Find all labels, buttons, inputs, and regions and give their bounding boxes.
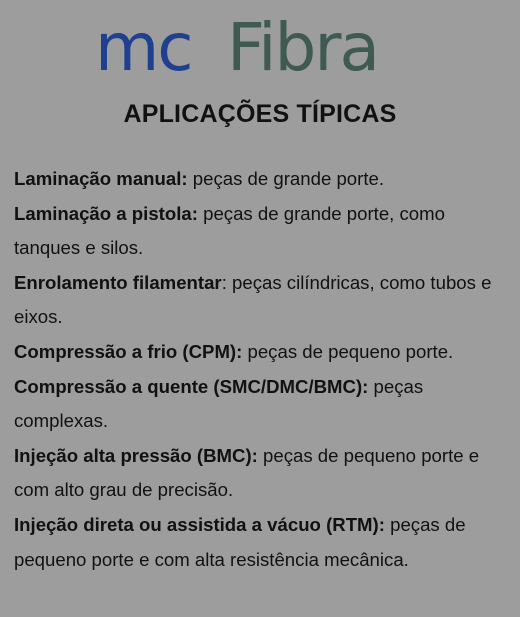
- item-description: peças de grande porte.: [187, 168, 384, 189]
- list-item: [14, 335, 514, 370]
- item-term: Compressão a quente (SMC/DMC/BMC):: [14, 375, 369, 397]
- item-term: Injeção direta ou assistida a vácuo (RTM):: [14, 513, 385, 535]
- item-description: peças de pequeno porte e com alto grau de precisão.: [14, 444, 480, 501]
- list-item: [14, 266, 514, 335]
- list-item: [14, 508, 514, 577]
- item-description: : peças cilíndricas, como tubos e eixos.: [14, 271, 492, 328]
- item-description: peças de pequeno porte e com alta resistência mecânica.: [14, 513, 466, 570]
- item-description: peças de pequeno porte.: [242, 340, 454, 362]
- item-term: Enrolamento filamentar: [14, 271, 222, 293]
- item-term: Compressão a frio (CPM):: [14, 340, 243, 362]
- list-item: [14, 439, 514, 508]
- list-item: [14, 162, 514, 197]
- item-term: Laminação manual:: [14, 168, 188, 189]
- item-description: peças complexas.: [14, 375, 424, 432]
- item-term: Laminação a pistola:: [14, 202, 198, 224]
- mcfibra-logo: [0, 14, 520, 84]
- logo-wordmark: [95, 14, 425, 84]
- applications-list: [14, 162, 514, 577]
- list-item: [14, 197, 514, 266]
- list-item: [14, 370, 514, 439]
- item-term: Injeção alta pressão (BMC):: [14, 444, 258, 466]
- page-title: APLICAÇÕES TÍPICAS: [123, 100, 397, 128]
- logo-fibra: Fibra: [227, 14, 378, 84]
- logo-mc: mc: [95, 14, 192, 84]
- item-description: peças de grande porte, como tanques e silos.: [14, 202, 445, 259]
